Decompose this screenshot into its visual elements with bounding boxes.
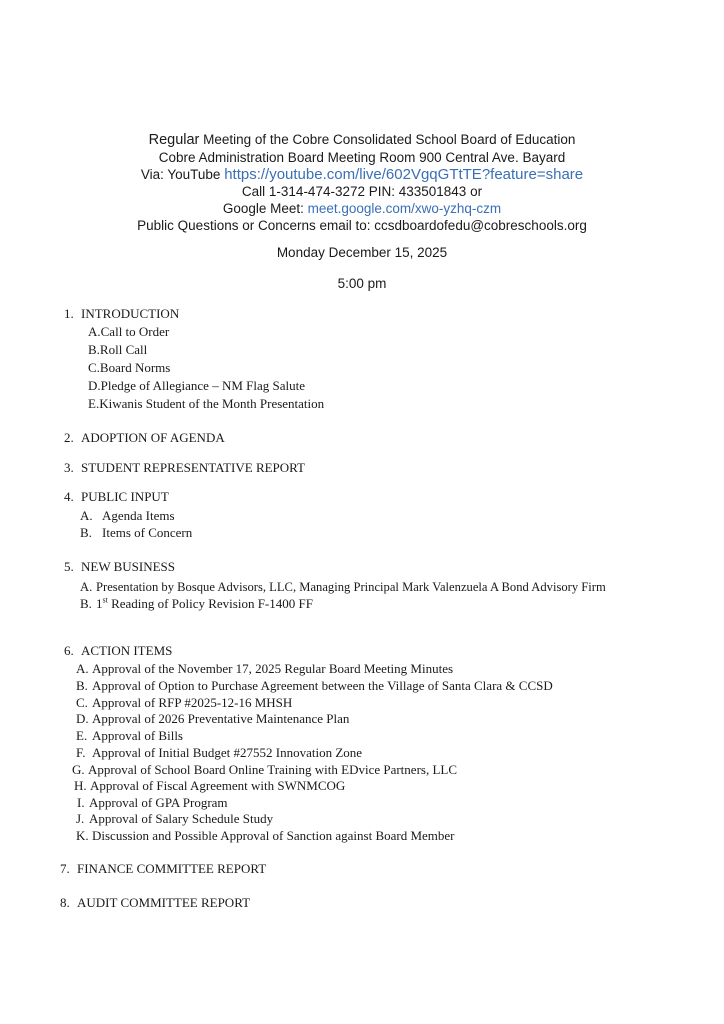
agenda-item: G. Approval of School Board Online Training with EDvice Partners, LLC: [72, 762, 458, 777]
google-meet-prefix: Google Meet:: [222, 201, 308, 216]
agenda-item-text: Call to Order: [100, 324, 170, 339]
agenda-item: A.Call to Order: [88, 324, 170, 339]
agenda-item: C. Approval of RFP #2025-12-16 MHSH: [76, 695, 293, 710]
agenda-item-text: Approval of GPA Program: [89, 795, 228, 810]
agenda-item: I. Approval of GPA Program: [77, 795, 228, 810]
agenda-item: B. Items of Concern: [80, 525, 193, 540]
agenda-section-new-business: [64, 559, 175, 575]
agenda-item: H. Approval of Fiscal Agreement with SWNMCOG: [74, 778, 346, 793]
agenda-item-text: Approval of Fiscal Agreement with SWNMCOG: [90, 778, 346, 793]
youtube-link[interactable]: https://youtube.com/live/602VgqGTtTE?feature=share: [224, 166, 584, 183]
section-number: 2.: [64, 430, 74, 445]
agenda-item: J. Approval of Salary Schedule Study: [76, 811, 274, 826]
meeting-header: [0, 131, 724, 234]
youtube-line: [0, 166, 724, 183]
section-number: 6.: [64, 643, 74, 658]
agenda-item: B. 1st Reading of Policy Revision F-1400 FF: [80, 595, 313, 611]
section-title: ADOPTION OF AGENDA: [81, 430, 225, 445]
section-number: 3.: [64, 460, 74, 475]
meeting-time: 5:00 pm: [337, 276, 387, 291]
meeting-title-line: [0, 131, 724, 149]
agenda-item: A. Approval of the November 17, 2025 Regular Board Meeting Minutes: [76, 661, 454, 676]
agenda-section-student-report: [64, 460, 305, 476]
agenda-item-text: Approval of Option to Purchase Agreement between the Village of Santa Clara & CCSD: [92, 678, 553, 693]
section-title: PUBLIC INPUT: [81, 489, 169, 504]
agenda-item: B.Roll Call: [88, 342, 148, 357]
section-number: 1.: [64, 306, 74, 321]
agenda-item-text: Approval of 2026 Preventative Maintenance Plan: [92, 711, 350, 726]
meeting-title-prefix: Regular: [148, 132, 200, 148]
agenda-item: D.Pledge of Allegiance – NM Flag Salute: [88, 378, 305, 393]
agenda-item-text: Pledge of Allegiance – NM Flag Salute: [100, 378, 305, 393]
agenda-item-text: Approval of the November 17, 2025 Regular Board Meeting Minutes: [92, 661, 454, 676]
section-title: ACTION ITEMS: [81, 643, 173, 658]
google-meet-link[interactable]: meet.google.com/xwo-yzhq-czm: [307, 201, 502, 216]
agenda-item-text: Agenda Items: [102, 508, 175, 523]
agenda-item: D. Approval of 2026 Preventative Maintenance Plan: [76, 711, 350, 726]
agenda-section-introduction: [64, 306, 179, 322]
section-title: FINANCE COMMITTEE REPORT: [77, 861, 267, 876]
agenda-item-text: Discussion and Possible Approval of Sanction against Board Member: [92, 828, 455, 843]
agenda-item-text: Approval of RFP #2025-12-16 MHSH: [92, 695, 293, 710]
meeting-location: Cobre Administration Board Meeting Room 900 Central Ave. Bayard: [158, 150, 566, 165]
agenda-item-text: Presentation by Bosque Advisors, LLC, Managing Principal Mark Valenzuela A Bond Advisory Firm: [96, 580, 606, 594]
youtube-prefix: Via: YouTube: [140, 167, 225, 182]
agenda-section-public-input: [64, 489, 169, 505]
section-title: STUDENT REPRESENTATIVE REPORT: [81, 460, 306, 475]
agenda-item-text: Items of Concern: [102, 525, 193, 540]
agenda-item: C.Board Norms: [88, 360, 171, 375]
section-number: 7.: [60, 861, 70, 876]
meeting-date: Monday December 15, 2025: [276, 245, 448, 260]
agenda-section-finance-committee: [60, 861, 266, 877]
agenda-item-text: Approval of Bills: [92, 728, 183, 743]
agenda-item: K. Discussion and Possible Approval of Sanction against Board Member: [76, 828, 455, 843]
agenda-item-text: Reading of Policy Revision F-1400 FF: [107, 596, 313, 611]
agenda-section-adoption: [64, 430, 225, 446]
agenda-item-text: Approval of School Board Online Training with EDvice Partners, LLC: [88, 762, 458, 777]
section-number: 8.: [60, 895, 70, 910]
public-questions-email: Public Questions or Concerns email to: ccsdboardofedu@cobreschools.org: [137, 218, 587, 233]
section-title: NEW BUSINESS: [81, 559, 176, 574]
agenda-item: F. Approval of Initial Budget #27552 Innovation Zone: [76, 745, 363, 760]
google-meet-line: [0, 200, 724, 217]
section-number: 4.: [64, 489, 74, 504]
agenda-item-text: Roll Call: [99, 342, 148, 357]
agenda-item-text: Approval of Initial Budget #27552 Innovation Zone: [92, 745, 363, 760]
agenda-section-audit-committee: [60, 895, 250, 911]
call-in-info: Call 1-314-474-3272 PIN: 433501843 or: [241, 184, 483, 199]
agenda-item-text: Board Norms: [99, 360, 171, 375]
section-number: 5.: [64, 559, 74, 574]
agenda-item: B. Approval of Option to Purchase Agreement between the Village of Santa Clara & CCSD: [76, 678, 553, 693]
agenda-item-text: Kiwanis Student of the Month Presentation: [99, 396, 325, 411]
section-title: INTRODUCTION: [81, 306, 180, 321]
agenda-section-action-items: [64, 643, 172, 659]
meeting-title-rest: Meeting of the Cobre Consolidated School Board of Education: [199, 132, 576, 147]
agenda-item-text: Approval of Salary Schedule Study: [89, 811, 274, 826]
section-title: AUDIT COMMITTEE REPORT: [77, 895, 251, 910]
agenda-item: E.Kiwanis Student of the Month Presentation: [88, 396, 325, 411]
agenda-item: A. Agenda Items: [80, 508, 175, 523]
agenda-item: A. Presentation by Bosque Advisors, LLC, Managing Principal Mark Valenzuela A Bond Advisory Firm: [80, 580, 606, 594]
agenda-item: E. Approval of Bills: [76, 728, 183, 743]
